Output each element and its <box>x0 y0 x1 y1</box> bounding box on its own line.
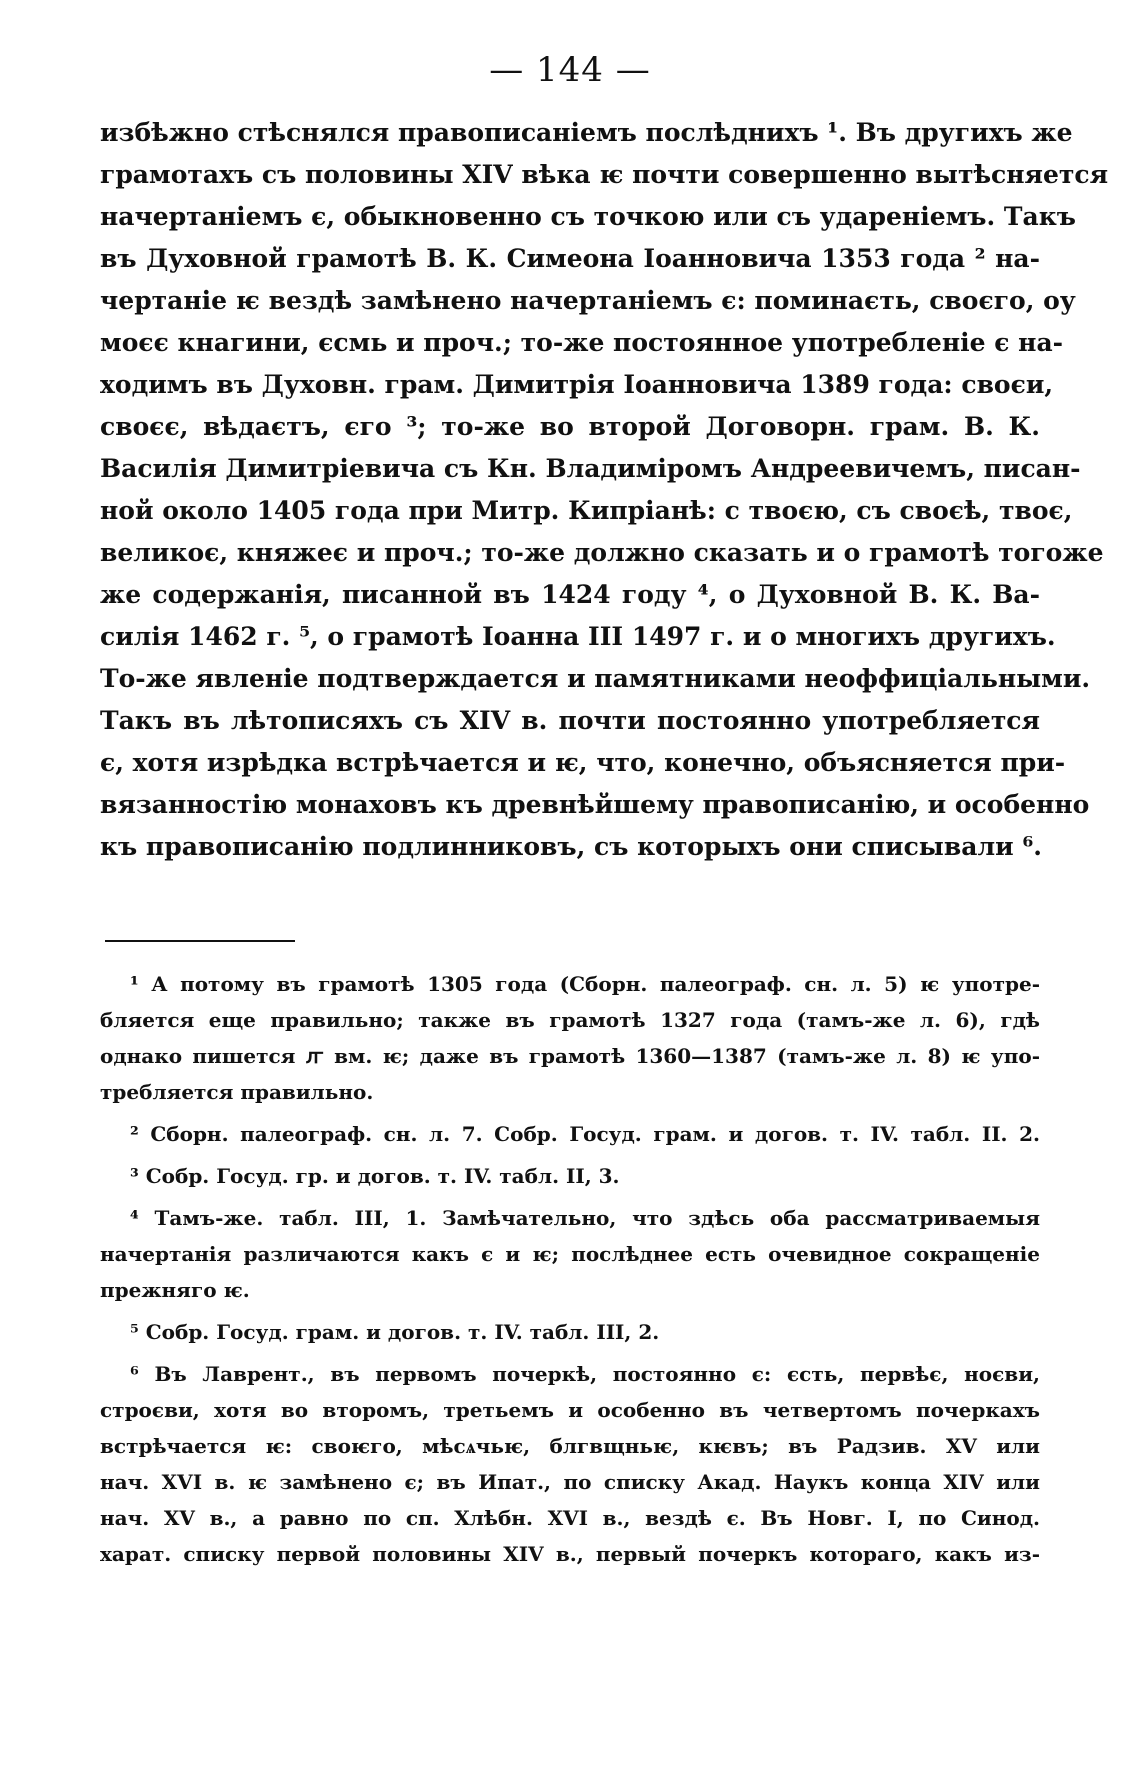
footnote-line: встрѣчается ѥ: своѥго, мѣсѧчьѥ, блгвщньѥ, кѥвъ; въ Радзив. XV или <box>100 1434 1040 1458</box>
footnote-line: ¹ А потому въ грамотѣ 1305 года (Сборн. палеограф. сн. л. 5) ѥ употре- <box>130 972 1040 996</box>
body-line: Такъ въ лѣтописяхъ съ XIV в. почти постоянно употребляется <box>100 706 1040 735</box>
footnote-line: нач. XV в., а равно по сп. Хлѣбн. XVI в., вездѣ є. Въ Новг. I, по Синод. <box>100 1506 1040 1530</box>
footnote-line: начертанія различаются какъ є и ѥ; послѣднее есть очевидное сокращеніе <box>100 1242 1040 1266</box>
footnote-line: ³ Собр. Госуд. гр. и догов. т. IV. табл. II, 3. <box>130 1164 620 1188</box>
footnote-line: бляется еще правильно; также въ грамотѣ 1327 года (тамъ-же л. 6), гдѣ <box>100 1008 1040 1032</box>
footnote-line: однако пишется ꙥ вм. ѥ; даже въ грамотѣ 1360—1387 (тамъ-же л. 8) ѥ упо- <box>100 1044 1040 1068</box>
body-line: избѣжно стѣснялся правописаніемъ послѣднихъ ¹. Въ другихъ же <box>100 118 1073 147</box>
footnote-line: ⁶ Въ Лаврент., въ первомъ почеркѣ, постоянно є: єсть, первѣє, ноєви, <box>130 1362 1040 1386</box>
footnote-line: строєви, хотя во второмъ, третьемъ и особенно въ четвертомъ почеркахъ <box>100 1398 1040 1422</box>
body-line: То-же явленіе подтверждается и памятниками неоффиціальными. <box>100 664 1091 693</box>
footnote-line: нач. XVI в. ѥ замѣнено є; въ Ипат., по списку Акад. Наукъ конца XIV или <box>100 1470 1040 1494</box>
footnote-2 <box>100 1116 1040 1152</box>
body-line: грамотахъ съ половины XIV вѣка ѥ почти совершенно вытѣсняется <box>100 160 1109 189</box>
footnote-1 <box>100 966 1040 1110</box>
body-line: чертаніе ѥ вездѣ замѣнено начертаніемъ є: поминаєть, своєго, оу <box>100 286 1076 315</box>
body-line: Василія Димитріевича съ Кн. Владиміромъ Андреевичемъ, писан- <box>100 454 1081 483</box>
footnote-line: харат. списку первой половины XIV в., первый почеркъ котораго, какъ из- <box>100 1542 1040 1566</box>
footnote-6 <box>100 1356 1040 1572</box>
main-text <box>100 112 1109 868</box>
body-line: силія 1462 г. ⁵, о грамотѣ Іоанна III 1497 г. и о многихъ другихъ. <box>100 622 1056 651</box>
footnote-separator <box>105 940 295 942</box>
body-line: къ правописанію подлинниковъ, съ которыхъ они списывали ⁶. <box>100 832 1042 861</box>
footnote-4 <box>100 1200 1040 1308</box>
body-line: великоє, княжеє и проч.; то-же должно сказать и о грамотѣ тогоже <box>100 538 1104 567</box>
footnote-line: ⁴ Тамъ-же. табл. III, 1. Замѣчательно, что здѣсь оба рассматриваемыя <box>130 1206 1040 1230</box>
body-line: своєє, вѣдаєтъ, єго ³; то-же во второй Договорн. грам. В. К. <box>100 412 1040 441</box>
body-line: ходимъ въ Духовн. грам. Димитрія Іоанновича 1389 года: своєи, <box>100 370 1054 399</box>
footnote-line: прежняго ѥ. <box>100 1278 250 1302</box>
footnote-line: ⁵ Собр. Госуд. грам. и догов. т. IV. табл. III, 2. <box>130 1320 660 1344</box>
body-line: є, хотя изрѣдка встрѣчается и ѥ, что, конечно, объясняется при- <box>100 748 1066 777</box>
body-line: ной около 1405 года при Митр. Кипріанѣ: с твоєю, съ своєѣ, твоє, <box>100 496 1073 525</box>
body-line: же содержанія, писанной въ 1424 году ⁴, о Духовной В. К. Ва- <box>100 580 1040 609</box>
body-line: моєє кнагини, єсмь и проч.; то-же постоянное употребленіе є на- <box>100 328 1064 357</box>
body-line: вязанностію монаховъ къ древнѣйшему правописанію, и особенно <box>100 790 1090 819</box>
body-line: въ Духовной грамотѣ В. К. Симеона Іоанновича 1353 года ² на- <box>100 244 1040 273</box>
footnote-5 <box>100 1314 1040 1350</box>
body-line: начертаніемъ є, обыкновенно съ точкою или съ удареніемъ. Такъ <box>100 202 1076 231</box>
footnote-line: ² Сборн. палеограф. сн. л. 7. Собр. Госуд. грам. и догов. т. IV. табл. II. 2. <box>130 1122 1040 1146</box>
footnotes <box>100 960 1040 1572</box>
footnote-3 <box>100 1158 1040 1194</box>
footnote-line: требляется правильно. <box>100 1080 374 1104</box>
page-number: — 144 — <box>489 50 651 90</box>
